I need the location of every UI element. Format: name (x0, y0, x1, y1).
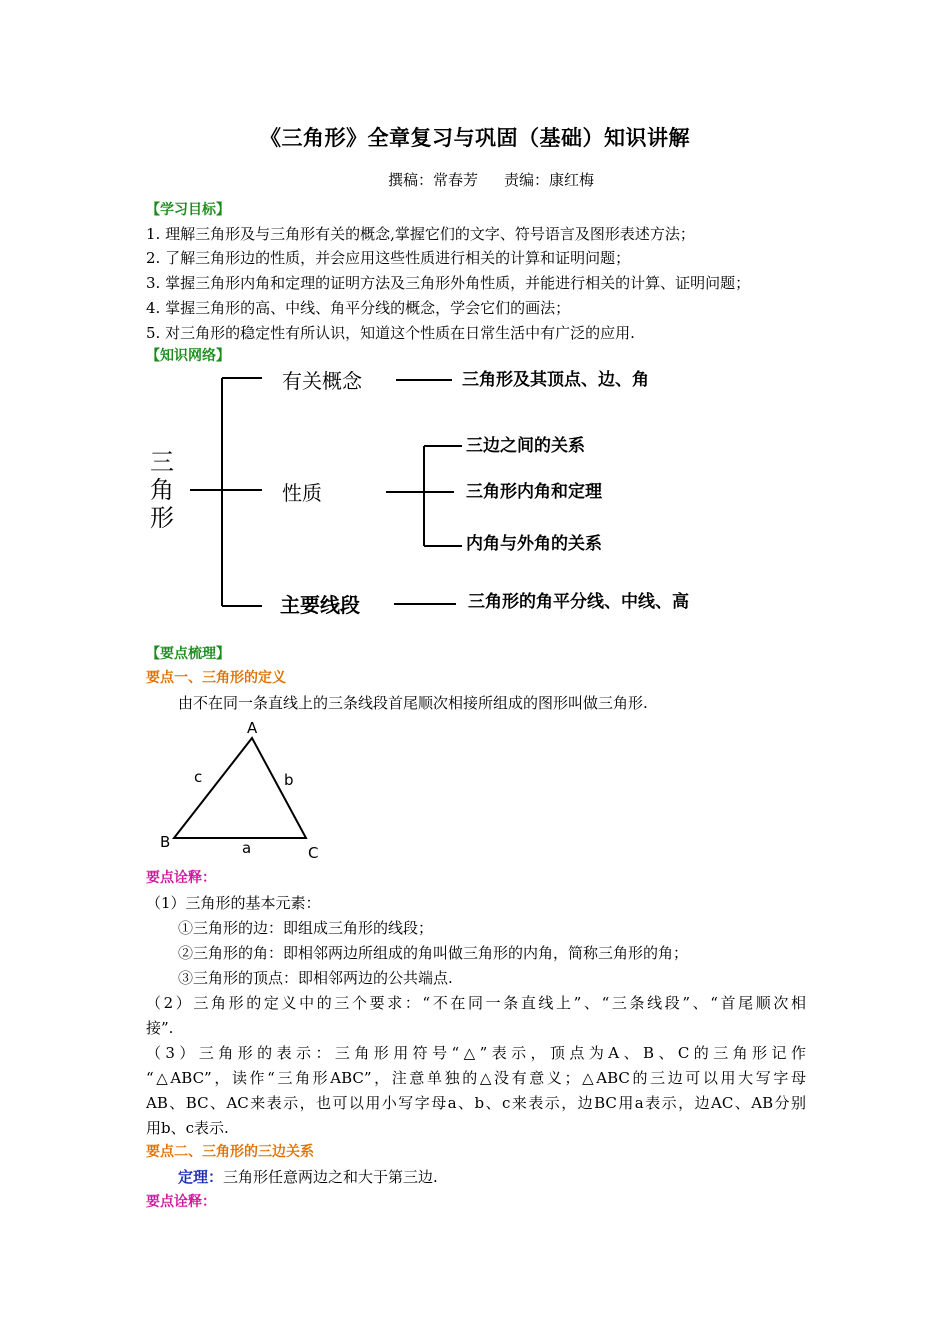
point-1-definition: 由不在同一条直线上的三条线段首尾顺次相接所组成的图形叫做三角形. (178, 694, 648, 712)
note-1-item: ③三角形的顶点：即相邻两边的公共端点. (178, 969, 453, 987)
note-3-line: AB、BC、AC来表示，也可以用小写字母a、b、c来表示，边BC用a表示，边AC、AB分别 (146, 1094, 806, 1112)
objectives-heading: 【学习目标】 (146, 202, 230, 218)
theorem-label: 定理： (178, 1168, 224, 1186)
side-label-c: c (194, 768, 203, 786)
objective-item: 5. 对三角形的稳定性有所认识，知道这个性质在日常生活中有广泛的应用. (146, 324, 635, 342)
objective-item: 4. 掌握三角形的高、中线、角平分线的概念，学会它们的画法； (146, 299, 571, 317)
side-label-a: a (242, 839, 252, 857)
objective-item: 3. 掌握三角形内角和定理的证明方法及三角形外角性质，并能进行相关的计算、证明问题； (146, 274, 751, 292)
side-label-b: b (284, 771, 294, 789)
triangle-figure (146, 716, 332, 866)
note-1: （1）三角形的基本元素： (146, 894, 321, 912)
note-2-line: 接”. (146, 1019, 174, 1037)
network-concept: 有关概念 (282, 369, 362, 393)
point-1-title: 要点一、三角形的定义 (146, 670, 286, 686)
note-1-item: ①三角形的边：即组成三角形的线段； (178, 919, 434, 937)
network-property-leaf: 三边之间的关系 (466, 436, 585, 456)
author-editor: 责编：康红梅 (504, 171, 595, 189)
note-label-2: 要点诠释： (146, 1194, 216, 1210)
network-property: 性质 (282, 481, 322, 505)
note-2-line: （2）三角形的定义中的三个要求：“不在同一条直线上”、“三条线段”、“首尾顺次相 (146, 994, 806, 1012)
network-concept-leaf: 三角形及其顶点、边、角 (462, 370, 649, 390)
network-heading: 【知识网络】 (146, 348, 230, 364)
point-2-title: 要点二、三角形的三边关系 (146, 1144, 314, 1160)
network-segments-leaf: 三角形的角平分线、中线、高 (468, 592, 689, 612)
theorem-text: 三角形任意两边之和大于第三边. (223, 1168, 438, 1186)
vertex-label-c: C (308, 844, 319, 862)
points-heading: 【要点梳理】 (146, 646, 230, 662)
page-title: 《三角形》全章复习与巩固（基础）知识讲解 (260, 126, 690, 150)
objective-item: 1. 理解三角形及与三角形有关的概念,掌握它们的文字、符号语言及图形表述方法； (146, 225, 695, 243)
note-1-item: ②三角形的角：即相邻两边所组成的角叫做三角形的内角，简称三角形的角； (178, 944, 689, 962)
author-writer: 撰稿：常春芳 (388, 171, 479, 189)
network-segments: 主要线段 (280, 593, 360, 617)
note-3-line: （3）三角形的表示：三角形用符号“△”表示，顶点为A、B、C的三角形记作 (146, 1044, 806, 1062)
objective-item: 2. 了解三角形边的性质，并会应用这些性质进行相关的计算和证明问题； (146, 249, 631, 267)
vertex-label-a: A (247, 719, 258, 737)
note-label: 要点诠释： (146, 870, 216, 886)
vertex-label-b: B (160, 833, 171, 851)
network-property-leaf: 三角形内角和定理 (466, 482, 602, 502)
theorem-line (178, 1167, 438, 1187)
note-3-line: 用b、c表示. (146, 1119, 229, 1137)
network-root: 三角形 (150, 448, 174, 532)
note-3-line: “△ABC”，读作“三角形ABC”，注意单独的△没有意义；△ABC的三边可以用大写字母 (146, 1069, 806, 1087)
network-property-leaf: 内角与外角的关系 (466, 534, 602, 554)
